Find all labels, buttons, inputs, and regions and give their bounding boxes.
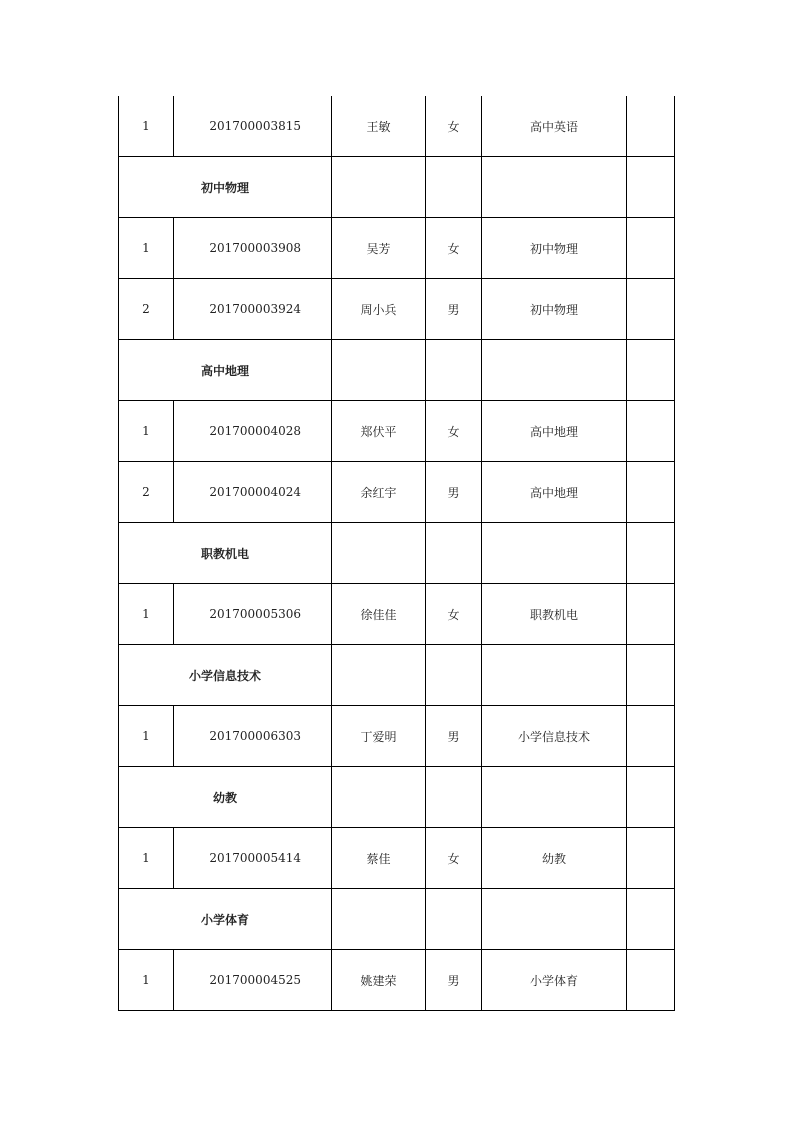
table-row: [119, 96, 675, 157]
candidate-table: [118, 96, 675, 1011]
gender-cell-empty: [426, 767, 482, 828]
gender-cell: 男: [426, 950, 482, 1011]
group-title: 高中地理: [119, 340, 332, 401]
subject-cell: 职教机电: [482, 584, 627, 645]
seq-cell: 1: [119, 401, 174, 462]
exam-id-cell: 201700004525: [174, 950, 332, 1011]
extra-cell: [627, 279, 675, 340]
seq-cell: 1: [119, 950, 174, 1011]
name-cell: 周小兵: [332, 279, 426, 340]
subject-cell: 小学体育: [482, 950, 627, 1011]
candidate-table-body: [119, 96, 675, 1011]
table-row: [119, 462, 675, 523]
table-row: [119, 828, 675, 889]
seq-cell: 1: [119, 96, 174, 157]
group-header-row: [119, 340, 675, 401]
group-title: 小学体育: [119, 889, 332, 950]
gender-cell-empty: [426, 340, 482, 401]
gender-cell: 男: [426, 706, 482, 767]
extra-cell: [627, 462, 675, 523]
group-title: 小学信息技术: [119, 645, 332, 706]
table-row: [119, 279, 675, 340]
name-cell-empty: [332, 645, 426, 706]
name-cell: 王敏: [332, 96, 426, 157]
extra-cell: [627, 584, 675, 645]
seq-cell: 1: [119, 218, 174, 279]
group-title: 初中物理: [119, 157, 332, 218]
name-cell: 徐佳佳: [332, 584, 426, 645]
extra-cell-empty: [627, 523, 675, 584]
name-cell: 姚建荣: [332, 950, 426, 1011]
extra-cell-empty: [627, 645, 675, 706]
subject-cell-empty: [482, 340, 627, 401]
table-row: [119, 401, 675, 462]
subject-cell-empty: [482, 157, 627, 218]
name-cell-empty: [332, 340, 426, 401]
extra-cell-empty: [627, 889, 675, 950]
table-row: [119, 950, 675, 1011]
name-cell: 吴芳: [332, 218, 426, 279]
extra-cell: [627, 828, 675, 889]
extra-cell: [627, 950, 675, 1011]
exam-id-cell: 201700005306: [174, 584, 332, 645]
group-header-row: [119, 645, 675, 706]
gender-cell-empty: [426, 645, 482, 706]
name-cell: 郑伏平: [332, 401, 426, 462]
exam-id-cell: 201700003908: [174, 218, 332, 279]
subject-cell-empty: [482, 767, 627, 828]
exam-id-cell: 201700006303: [174, 706, 332, 767]
table-row: [119, 218, 675, 279]
exam-id-cell: 201700004028: [174, 401, 332, 462]
extra-cell: [627, 706, 675, 767]
subject-cell-empty: [482, 523, 627, 584]
seq-cell: 1: [119, 828, 174, 889]
name-cell: 丁爱明: [332, 706, 426, 767]
subject-cell: 幼教: [482, 828, 627, 889]
extra-cell: [627, 401, 675, 462]
gender-cell-empty: [426, 523, 482, 584]
gender-cell: 女: [426, 218, 482, 279]
gender-cell: 男: [426, 279, 482, 340]
gender-cell-empty: [426, 157, 482, 218]
seq-cell: 1: [119, 706, 174, 767]
subject-cell: 小学信息技术: [482, 706, 627, 767]
group-header-row: [119, 157, 675, 218]
gender-cell: 女: [426, 584, 482, 645]
exam-id-cell: 201700004024: [174, 462, 332, 523]
seq-cell: 1: [119, 584, 174, 645]
name-cell-empty: [332, 523, 426, 584]
subject-cell: 高中英语: [482, 96, 627, 157]
name-cell: 余红宇: [332, 462, 426, 523]
extra-cell-empty: [627, 767, 675, 828]
seq-cell: 2: [119, 462, 174, 523]
extra-cell-empty: [627, 157, 675, 218]
subject-cell: 高中地理: [482, 462, 627, 523]
name-cell-empty: [332, 157, 426, 218]
subject-cell: 高中地理: [482, 401, 627, 462]
name-cell: 蔡佳: [332, 828, 426, 889]
exam-id-cell: 201700003815: [174, 96, 332, 157]
subject-cell: 初中物理: [482, 218, 627, 279]
candidate-table-page: [118, 96, 674, 1011]
table-row: [119, 584, 675, 645]
group-header-row: [119, 767, 675, 828]
extra-cell: [627, 218, 675, 279]
gender-cell: 女: [426, 401, 482, 462]
extra-cell: [627, 96, 675, 157]
exam-id-cell: 201700005414: [174, 828, 332, 889]
subject-cell-empty: [482, 889, 627, 950]
seq-cell: 2: [119, 279, 174, 340]
extra-cell-empty: [627, 340, 675, 401]
group-header-row: [119, 889, 675, 950]
gender-cell-empty: [426, 889, 482, 950]
subject-cell: 初中物理: [482, 279, 627, 340]
exam-id-cell: 201700003924: [174, 279, 332, 340]
group-header-row: [119, 523, 675, 584]
group-title: 职教机电: [119, 523, 332, 584]
gender-cell: 男: [426, 462, 482, 523]
name-cell-empty: [332, 889, 426, 950]
subject-cell-empty: [482, 645, 627, 706]
table-row: [119, 706, 675, 767]
gender-cell: 女: [426, 96, 482, 157]
name-cell-empty: [332, 767, 426, 828]
group-title: 幼教: [119, 767, 332, 828]
gender-cell: 女: [426, 828, 482, 889]
